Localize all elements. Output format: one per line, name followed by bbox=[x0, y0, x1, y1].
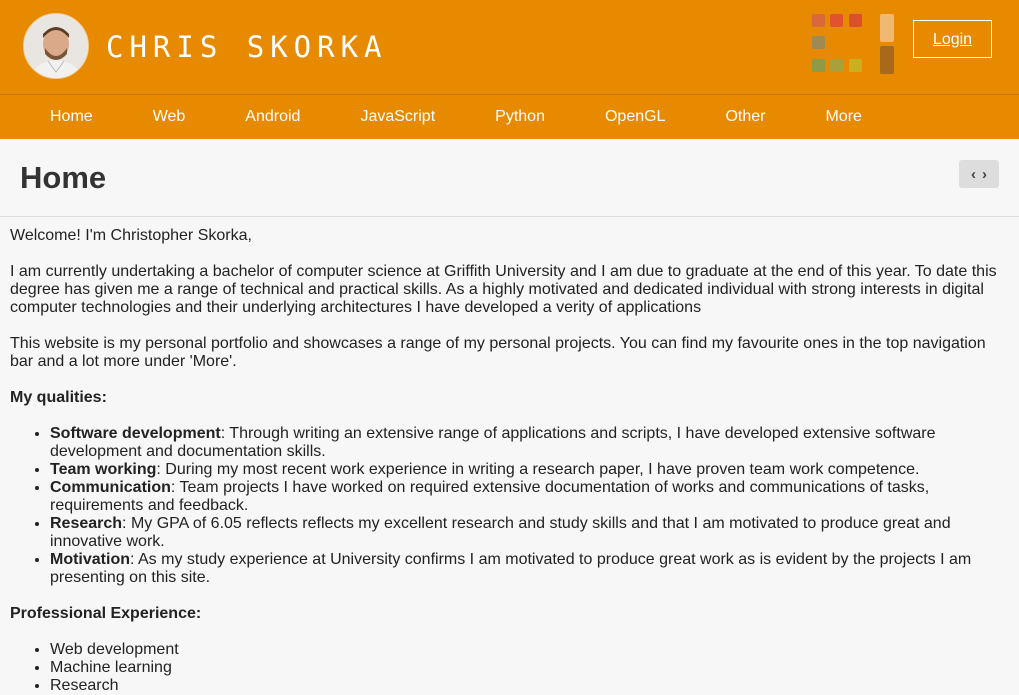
quality-title: Communication bbox=[50, 479, 171, 496]
page-title: Home bbox=[20, 160, 107, 195]
quality-title: Team working bbox=[50, 461, 157, 478]
pager bbox=[959, 160, 999, 188]
main-content bbox=[0, 217, 1019, 695]
login-button[interactable]: Login bbox=[913, 20, 992, 58]
list-item: • Web development bbox=[50, 641, 1009, 659]
nav-item-web[interactable]: Web bbox=[152, 108, 186, 125]
nav-item-javascript[interactable]: JavaScript bbox=[360, 108, 436, 125]
nav-item-android[interactable]: Android bbox=[245, 108, 301, 125]
qualities-list bbox=[10, 425, 1009, 587]
quality-title: Research bbox=[50, 515, 123, 532]
qualities-heading: My qualities: bbox=[10, 389, 107, 406]
site-title: CHRIS SKORKA bbox=[106, 30, 388, 64]
nav-item-other[interactable]: Other bbox=[725, 108, 766, 125]
main-nav bbox=[0, 94, 1019, 139]
chevron-right-icon[interactable]: › bbox=[982, 165, 987, 183]
list-item: • Machine learning bbox=[50, 659, 1009, 677]
quality-text: : During my most recent work experience in writing a research paper, I have proven team work competence. bbox=[156, 461, 920, 478]
quality-text: : My GPA of 6.05 reflects reflects my excellent research and study skills and that I am motivated to produce great and innovative work. bbox=[50, 515, 951, 550]
list-item bbox=[50, 479, 1009, 515]
nav-item-python[interactable]: Python bbox=[495, 108, 545, 125]
nav-item-home[interactable]: Home bbox=[50, 108, 93, 125]
intro-paragraph: I am currently undertaking a bachelor of computer science at Griffith University and I am due to graduate at the end of this year. To date this degree has given me a range of technical and practical skills. As a highly motivated and dedicated individual with strong interests in digital computer technologies and their underlying architectures I have developed a verity of applications bbox=[10, 263, 997, 316]
quality-text: : Team projects I have worked on required extensive documentation of works and communications of tasks, requirements and feedback. bbox=[50, 479, 930, 514]
greeting-text: Welcome! I'm Christopher Skorka, bbox=[10, 227, 252, 244]
quality-title: Software development bbox=[50, 425, 221, 442]
portfolio-paragraph: This website is my personal portfolio and showcases a range of my personal projects. You can find my favourite ones in the top navigation bar and a lot more under 'More'. bbox=[10, 335, 986, 370]
quality-text: : As my study experience at University confirms I am motivated to produce great work as is evident by the projects I am presenting on this site. bbox=[50, 551, 972, 586]
page-header bbox=[0, 139, 1019, 217]
chevron-left-icon[interactable]: ‹ bbox=[971, 165, 976, 183]
nav-item-more[interactable]: More bbox=[825, 108, 862, 125]
list-item bbox=[50, 551, 1009, 587]
quality-title: Motivation bbox=[50, 551, 130, 568]
avatar bbox=[23, 13, 89, 79]
list-item: • Research bbox=[50, 677, 1009, 695]
site-header bbox=[0, 0, 1019, 94]
list-item bbox=[50, 461, 1009, 479]
nav-item-opengl[interactable]: OpenGL bbox=[604, 108, 666, 125]
list-item bbox=[50, 515, 1009, 551]
quality-text: : Through writing an extensive range of applications and scripts, I have developed extensive software development and documentation skills. bbox=[50, 425, 936, 460]
list-item bbox=[50, 425, 1009, 461]
experience-heading: Professional Experience: bbox=[10, 605, 202, 622]
